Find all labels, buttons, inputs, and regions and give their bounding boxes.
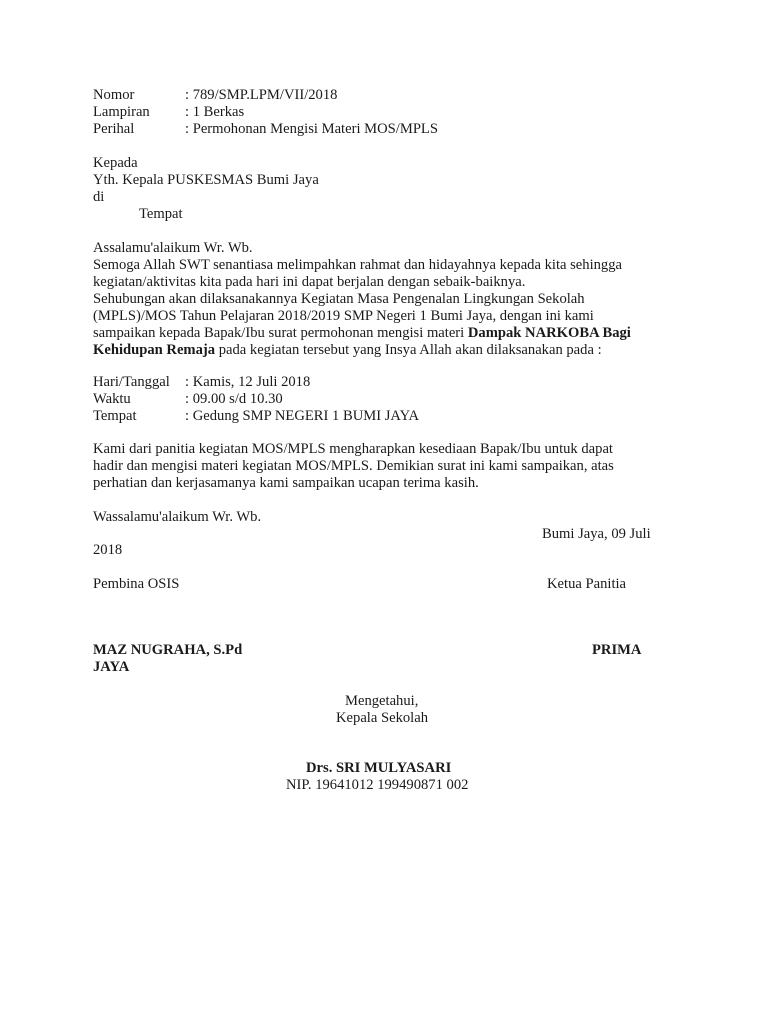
paragraph-1-line-2: kegiatan/aktivitas kita pada hari ini dapat berjalan dengan sebaik-baiknya. [93, 274, 526, 290]
material-title-part-2: Kehidupan Remaja [93, 342, 216, 358]
perihal-value: : Permohonan Mengisi Materi MOS/MPLS [185, 121, 438, 137]
place-date-year: 2018 [93, 542, 123, 558]
lampiran-label: Lampiran [93, 104, 150, 120]
paragraph-1-line-1: Semoga Allah SWT senantiasa melimpahkan rahmat dan hidayahnya kepada kita sehingga [93, 257, 623, 273]
schedule-place-label: Tempat [93, 408, 137, 424]
closing-line-3: perhatian dan kerjasamanya kami sampaikan ucapan terima kasih. [93, 475, 479, 491]
paragraph-2-line-1: Sehubungan akan dilaksanakannya Kegiatan Masa Pengenalan Lingkungan Sekolah [93, 291, 585, 307]
schedule-time-row [93, 391, 283, 408]
nomor-label: Nomor [93, 87, 135, 103]
lampiran-value: : 1 Berkas [185, 104, 245, 120]
perihal-label: Perihal [93, 121, 135, 137]
signature-right-name: PRIMA [592, 642, 642, 658]
head-title: Kepala Sekolah [336, 710, 428, 726]
signature-left-name: MAZ NUGRAHA, S.Pd [93, 642, 243, 658]
signature-right-name-continued: JAYA [93, 659, 130, 675]
schedule-day-label: Hari/Tanggal [93, 374, 170, 390]
schedule-time-value: : 09.00 s/d 10.30 [185, 391, 283, 407]
paragraph-2-line-3-text: sampaikan kepada Bapak/Ibu surat permohonan mengisi materi [93, 325, 468, 341]
signature-left-title: Pembina OSIS [93, 576, 180, 592]
paragraph-2-line-4-text: pada kegiatan tersebut yang Insya Allah akan dilaksanakan pada : [215, 342, 602, 358]
head-name: Drs. SRI MULYASARI [306, 760, 452, 776]
paragraph-2-line-4 [93, 342, 602, 359]
recipient-di: di [93, 189, 105, 205]
schedule-place-row [93, 408, 419, 425]
schedule-day-row [93, 374, 310, 391]
place-date: Bumi Jaya, 09 Juli [542, 526, 651, 542]
farewell: Wassalamu'alaikum Wr. Wb. [93, 509, 262, 525]
recipient-tempat: Tempat [139, 206, 183, 222]
perihal-row [93, 121, 438, 138]
nomor-row [93, 87, 337, 104]
schedule-place-value: : Gedung SMP NEGERI 1 BUMI JAYA [185, 408, 420, 424]
closing-line-2: hadir dan mengisi materi kegiatan MOS/MPLS. Demikian surat ini kami sampaikan, atas [93, 458, 614, 474]
head-nip: NIP. 19641012 199490871 002 [286, 777, 469, 793]
recipient-name: Yth. Kepala PUSKESMAS Bumi Jaya [93, 172, 319, 188]
paragraph-2-line-3 [93, 325, 631, 342]
acknowledge-label: Mengetahui, [345, 693, 419, 709]
closing-line-1: Kami dari panitia kegiatan MOS/MPLS mengharapkan kesediaan Bapak/Ibu untuk dapat [93, 441, 613, 457]
greeting: Assalamu'alaikum Wr. Wb. [93, 240, 253, 256]
recipient-kepada: Kepada [93, 155, 138, 171]
schedule-time-label: Waktu [93, 391, 131, 407]
nomor-value: : 789/SMP.LPM/VII/2018 [185, 87, 338, 103]
paragraph-2-line-2: (MPLS)/MOS Tahun Pelajaran 2018/2019 SMP Negeri 1 Bumi Jaya, dengan ini kami [93, 308, 594, 324]
lampiran-row [93, 104, 244, 121]
signature-right-title: Ketua Panitia [547, 576, 627, 592]
material-title-part-1: Dampak NARKOBA Bagi [467, 325, 631, 341]
schedule-day-value: : Kamis, 12 Juli 2018 [185, 374, 311, 390]
